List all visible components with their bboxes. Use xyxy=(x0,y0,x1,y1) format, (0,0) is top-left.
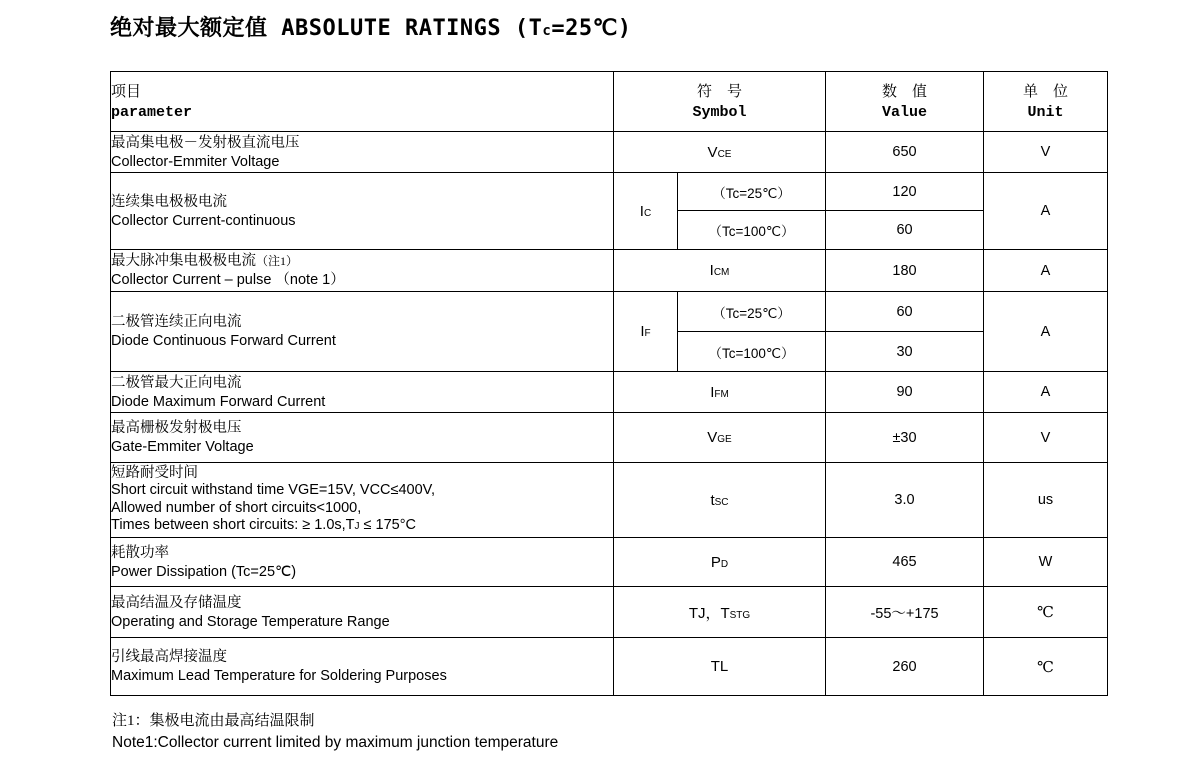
tsc-param-en-line3-pre: Times between short circuits: ≥ 1.0s,T xyxy=(111,517,355,534)
icm-param-en: Collector Current – pulse （note 1） xyxy=(111,272,345,288)
ic-unit-cell: A xyxy=(984,173,1108,250)
ifm-symbol-sub: FM xyxy=(714,388,729,400)
vce-symbol-base: V xyxy=(707,143,718,161)
ic-condition-1-cell: （Tc=25℃） xyxy=(678,173,826,211)
tsc-param-en-line3 xyxy=(111,517,613,536)
footnote xyxy=(112,710,558,754)
pd-parameter-cell xyxy=(111,538,614,587)
vce-parameter-cell xyxy=(111,132,614,173)
ic-symbol-sub: C xyxy=(643,207,652,219)
icm-symbol-base: I xyxy=(709,262,714,279)
tstg-symbol-cell xyxy=(614,587,826,638)
tsc-symbol-cell xyxy=(614,463,826,538)
ic-param-zh: 连续集电极极电流 xyxy=(111,193,227,210)
ic-value-2-cell: 60 xyxy=(826,211,984,250)
header-symbol-zh: 符 号 xyxy=(697,83,743,100)
absolute-ratings-table xyxy=(110,71,1108,696)
pd-param-zh: 耗散功率 xyxy=(111,544,169,561)
header-parameter-cell xyxy=(111,72,614,132)
tl-symbol-cell xyxy=(614,638,826,696)
tstg-unit-cell: ℃ xyxy=(984,587,1108,638)
vge-value-cell: ±30 xyxy=(826,413,984,463)
vge-param-zh: 最高栅极发射极电压 xyxy=(111,420,242,436)
pd-param-en: Power Dissipation (Tc=25℃) xyxy=(111,563,297,580)
if-unit-cell: A xyxy=(984,292,1108,372)
icm-parameter-cell xyxy=(111,250,614,292)
ic-parameter-cell xyxy=(111,173,614,250)
vge-param-en: Gate-Emmiter Voltage xyxy=(111,439,254,455)
vce-param-zh: 最高集电极－发射极直流电压 xyxy=(111,134,300,151)
tsc-param-en-line1: Short circuit withstand time VGE=15V, VCC≤400V, xyxy=(111,482,436,499)
vge-symbol-base: V xyxy=(707,429,718,446)
icm-unit-cell: A xyxy=(984,250,1108,292)
header-symbol-en: Symbol xyxy=(692,103,747,121)
table-row-ifm xyxy=(111,372,1108,413)
header-unit-en: Unit xyxy=(1027,103,1064,121)
page-title-pre: 绝对最大额定值 ABSOLUTE RATINGS (T xyxy=(110,16,543,41)
pd-value-cell: 465 xyxy=(826,538,984,587)
tstg-param-en: Operating and Storage Temperature Range xyxy=(111,613,390,630)
header-parameter-en: parameter xyxy=(111,103,193,121)
page-title xyxy=(110,11,632,42)
tsc-value-cell: 3.0 xyxy=(826,463,984,538)
vge-unit-cell: V xyxy=(984,413,1108,463)
tsc-parameter-cell xyxy=(111,463,614,538)
ic-condition-2-cell: （Tc=100℃） xyxy=(678,211,826,250)
tstg-value-cell: -55～+175 xyxy=(826,587,984,638)
if-symbol-base: I xyxy=(640,323,645,340)
ifm-param-zh: 二极管最大正向电流 xyxy=(111,374,242,391)
table-row-tl xyxy=(111,638,1108,696)
tsc-param-zh: 短路耐受时间 xyxy=(111,465,198,482)
if-condition-1-cell: （Tc=25℃） xyxy=(678,292,826,332)
tstg-param-zh: 最高结温及存储温度 xyxy=(111,594,242,611)
tl-value-cell: 260 xyxy=(826,638,984,696)
if-value-1-cell: 60 xyxy=(826,292,984,332)
page-title-subscript: c xyxy=(542,23,552,39)
icm-param-zh xyxy=(111,251,613,271)
ic-symbol-base: I xyxy=(639,202,644,220)
tsc-symbol-base: t xyxy=(710,491,715,509)
tsc-unit-cell: us xyxy=(984,463,1108,538)
vce-value-cell: 650 xyxy=(826,132,984,173)
header-parameter-zh: 项目 xyxy=(111,83,142,100)
pd-symbol-base: P xyxy=(710,553,721,571)
if-symbol-sub: F xyxy=(644,328,651,339)
ic-symbol-cell xyxy=(614,173,678,250)
table-row-icm xyxy=(111,250,1108,292)
tsc-param-en-line2: Allowed number of short circuits<1000, xyxy=(111,499,362,516)
vce-symbol-cell xyxy=(614,132,826,173)
if-param-en: Diode Continuous Forward Current xyxy=(111,333,336,349)
header-row xyxy=(111,72,1108,132)
table-row-pd xyxy=(111,538,1108,587)
tl-unit-cell: ℃ xyxy=(984,638,1108,696)
table-row-vce xyxy=(111,132,1108,173)
tl-symbol-base: TL xyxy=(710,658,729,675)
ic-value-1-cell: 120 xyxy=(826,173,984,211)
table-row-tstg xyxy=(111,587,1108,638)
if-symbol-cell xyxy=(614,292,678,372)
tstg-symbol-base: TJ，T xyxy=(688,604,730,622)
vge-symbol-sub: GE xyxy=(717,434,732,445)
tsc-param-en-line3-sub: J xyxy=(354,521,360,533)
header-unit-cell xyxy=(984,72,1108,132)
header-value-cell xyxy=(826,72,984,132)
table-row-vge xyxy=(111,413,1108,463)
pd-unit-cell: W xyxy=(984,538,1108,587)
tstg-symbol-sub: STG xyxy=(729,609,751,621)
tstg-parameter-cell xyxy=(111,587,614,638)
vce-param-en: Collector-Emmiter Voltage xyxy=(111,153,280,170)
ifm-symbol-base: I xyxy=(710,383,715,401)
table-row-ic-1 xyxy=(111,173,1108,211)
page-title-post: =25℃) xyxy=(551,16,632,41)
tl-param-en: Maximum Lead Temperature for Soldering Purposes xyxy=(111,668,447,684)
ifm-parameter-cell xyxy=(111,372,614,413)
icm-symbol-sub: CM xyxy=(713,267,730,278)
if-param-zh: 二极管连续正向电流 xyxy=(111,314,242,330)
icm-symbol-cell xyxy=(614,250,826,292)
vge-symbol-cell xyxy=(614,413,826,463)
pd-symbol-cell xyxy=(614,538,826,587)
header-value-en: Value xyxy=(882,103,928,121)
if-parameter-cell xyxy=(111,292,614,372)
header-symbol-cell xyxy=(614,72,826,132)
header-unit-zh: 单 位 xyxy=(1023,83,1069,100)
icm-param-zh-text: 最大脉冲集电极极电流 xyxy=(111,253,256,269)
icm-value-cell: 180 xyxy=(826,250,984,292)
table-row-if-1 xyxy=(111,292,1108,332)
if-condition-2-cell: （Tc=100℃） xyxy=(678,332,826,372)
icm-param-note-ref: （注1） xyxy=(256,254,299,268)
tl-parameter-cell xyxy=(111,638,614,696)
pd-symbol-sub: D xyxy=(720,558,729,570)
table-row-tsc xyxy=(111,463,1108,538)
ifm-param-en: Diode Maximum Forward Current xyxy=(111,393,326,410)
if-value-2-cell: 30 xyxy=(826,332,984,372)
footnote-zh: 注1：集极电流由最高结温限制 xyxy=(112,713,315,729)
vce-unit-cell: V xyxy=(984,132,1108,173)
ic-param-en: Collector Current-continuous xyxy=(111,212,296,229)
vge-parameter-cell xyxy=(111,413,614,463)
tsc-symbol-sub: SC xyxy=(714,496,729,508)
ifm-unit-cell: A xyxy=(984,372,1108,413)
vce-symbol-sub: CE xyxy=(717,148,732,160)
tsc-param-en-line3-post: ≤ 175°C xyxy=(359,517,417,534)
header-value-zh: 数 值 xyxy=(882,83,928,100)
ifm-symbol-cell xyxy=(614,372,826,413)
ifm-value-cell: 90 xyxy=(826,372,984,413)
tl-param-zh: 引线最高焊接温度 xyxy=(111,649,227,665)
footnote-en: Note1:Collector current limited by maximum junction temperature xyxy=(112,734,559,751)
